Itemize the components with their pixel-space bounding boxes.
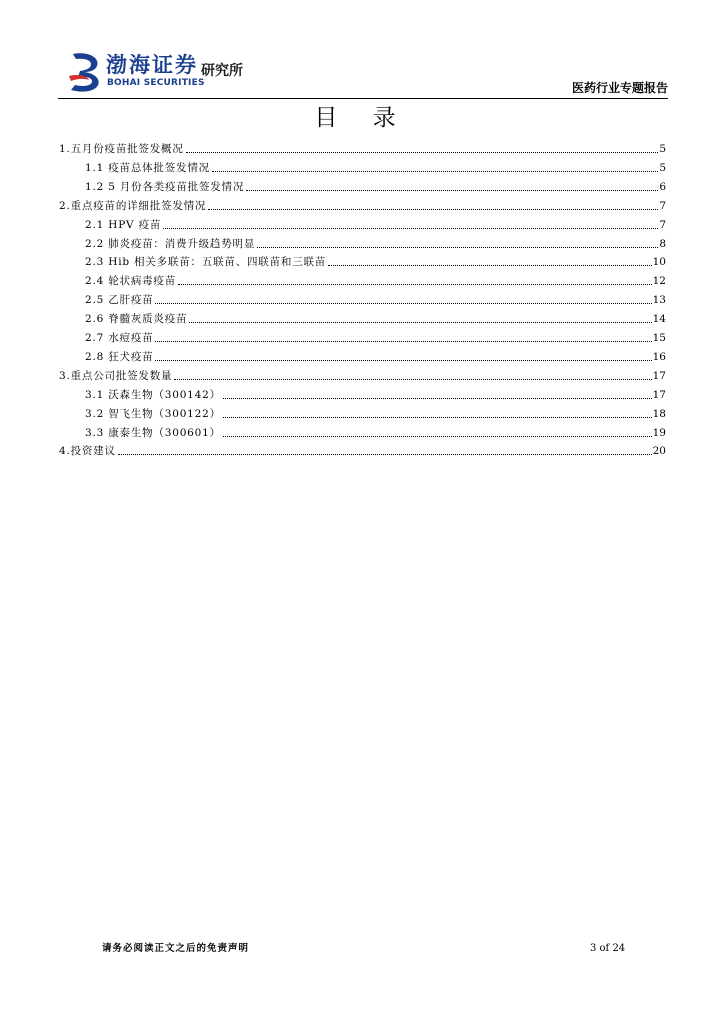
toc-entry[interactable] [59,197,666,213]
toc-entry[interactable] [85,329,666,345]
toc-entry[interactable] [85,253,666,269]
footer-page-indicator: 3 of 24 [590,943,626,954]
toc-entry-label: 2.7 水痘疫苗 [85,332,154,344]
toc-entry-label: 4.投资建议 [59,445,116,458]
toc-entry[interactable] [85,405,666,421]
toc-dot-leader [257,247,658,248]
toc-dot-leader [328,265,652,266]
toc-entry-page-number: 10 [652,256,666,269]
toc-dot-leader [155,341,651,342]
toc-entry-label: 1.1 疫苗总体批签发情况 [85,161,210,174]
toc-entry-label: 2.2 肺炎疫苗：消费升级趋势明显 [85,237,256,250]
footer-disclaimer: 请务必阅读正文之后的免责声明 [102,943,250,954]
toc-entry-label: 3.1 沃森生物（300142） [85,388,221,401]
toc-title-text: 目 录 [314,105,410,131]
toc-entry-label: 2.3 Hib 相关多联苗：五联苗、四联苗和三联苗 [85,256,327,269]
toc-entry-page-number: 16 [652,350,666,363]
bohai-logo-icon [67,52,103,92]
institute-label: 研究所 [201,63,243,79]
toc-entry[interactable] [59,140,666,156]
report-type-label: 医药行业专题报告 [571,81,668,95]
toc-dot-leader [178,284,652,285]
toc-entry-page-number: 14 [652,313,666,326]
toc-dot-leader [246,190,658,191]
toc-dot-leader [208,209,658,210]
toc-entry-page-number: 18 [652,407,666,420]
toc-entry-page-number: 13 [652,294,666,307]
toc-entry[interactable] [85,424,666,440]
toc-dot-leader [212,171,658,172]
toc-entry-label: 3.重点公司批签发数量 [59,369,173,382]
toc-entry[interactable] [85,216,666,232]
toc-entry-page-number: 5 [659,143,666,155]
page-header [64,48,668,100]
toc-entry-label: 2.8 狂犬疫苗 [85,350,154,363]
header-divider [58,98,668,99]
toc-entry-label: 2.1 HPV 疫苗 [85,218,162,231]
toc-entry[interactable] [59,367,666,383]
toc-dot-leader [186,152,659,153]
toc-title [0,104,724,132]
brand-name-chinese: 渤海证券 [106,53,198,77]
toc-entry-page-number: 20 [652,445,666,458]
toc-entry[interactable] [85,386,666,402]
toc-entry[interactable] [85,178,666,194]
toc-entry[interactable] [85,159,666,175]
toc-dot-leader [155,360,651,361]
toc-entry-label: 2.4 轮状病毒疫苗 [85,275,177,288]
toc-dot-leader [118,454,652,455]
toc-entry[interactable] [85,272,666,288]
toc-dot-leader [174,379,651,380]
toc-entry-page-number: 17 [652,388,666,401]
toc-entry[interactable] [85,310,666,326]
toc-dot-leader [223,417,652,418]
toc-entry-page-number: 17 [652,369,666,382]
toc-entry-page-number: 19 [652,426,666,439]
toc-dot-leader [163,228,658,229]
toc-entry-page-number: 8 [659,237,666,250]
toc-entry[interactable] [85,348,666,364]
toc-entry-page-number: 7 [659,199,666,212]
toc-entry[interactable] [85,291,666,307]
toc-dot-leader [155,303,651,304]
toc-entry-page-number: 12 [652,275,666,288]
brand-name-english: BOHAI SECURITIES [107,78,205,88]
toc-dot-leader [223,436,652,437]
toc-entry-label: 1.2 5 月份各类疫苗批签发情况 [85,180,245,193]
toc-dot-leader [223,398,652,399]
toc-entry-label: 3.3 康泰生物（300601） [85,426,221,439]
toc-entry-label: 2.重点疫苗的详细批签发情况 [59,199,207,212]
toc-entry-label: 3.2 智飞生物（300122） [85,407,221,420]
toc-dot-leader [189,322,651,323]
toc-entry-page-number: 5 [659,161,666,174]
toc-entry-label: 2.6 脊髓灰质炎疫苗 [85,313,188,326]
toc-entry-label: 2.5 乙肝疫苗 [85,294,154,307]
toc-entry-page-number: 15 [652,332,666,344]
toc-entry[interactable] [85,235,666,251]
toc-entry-page-number: 6 [659,180,666,193]
toc-entry-page-number: 7 [659,218,666,231]
toc-entry[interactable] [59,442,666,458]
toc-entry-label: 1.五月份疫苗批签发概况 [59,143,184,155]
